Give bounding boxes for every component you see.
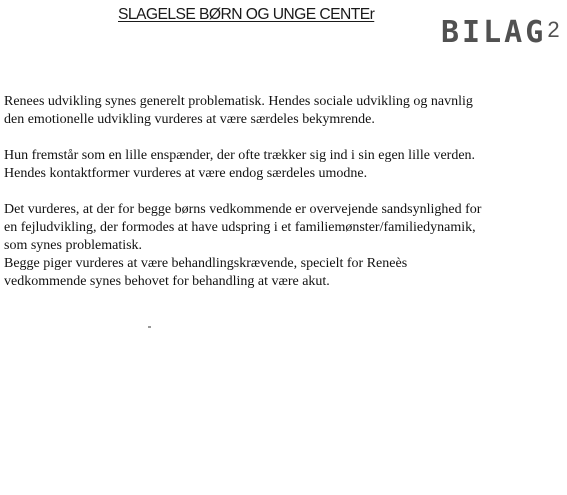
paragraph — [4, 201, 564, 291]
letterhead-title: SLAGELSE BØRN OG UNGE CENTEr — [118, 6, 375, 23]
paragraph-gap — [4, 129, 564, 147]
text-line: Begge piger vurderes at være behandlingskrævende, specielt for Reneès — [4, 256, 408, 271]
text-line: den emotionelle udvikling vurderes at være særdeles bekymrende. — [4, 112, 375, 127]
text-line: som synes problematisk. — [4, 238, 143, 253]
paragraph — [4, 93, 564, 129]
text-line: Renees udvikling synes generelt problematisk. Hendes sociale udvikling og navnlig — [4, 94, 473, 109]
paragraph — [4, 147, 564, 183]
text-line: Hun fremstår som en lille enspænder, der ofte trækker sig ind i sin egen lille verden. — [4, 148, 476, 163]
paragraph-gap — [4, 183, 564, 201]
bilag-stamp-number: 2 — [547, 17, 560, 42]
text-line: Hendes kontaktformer vurderes at være endog særdeles umodne. — [4, 166, 368, 181]
text-line: vedkommende synes behovet for behandling at være akut. — [4, 274, 330, 289]
scan-speck — [148, 326, 151, 328]
text-line: en fejludvikling, der formodes at have udspring i et familiemønster/familiedynamik, — [4, 220, 476, 235]
bilag-stamp — [441, 15, 560, 50]
bilag-stamp-text: BILAG — [441, 15, 547, 50]
text-line: Det vurderes, at der for begge børns vedkommende er overvejende sandsynlighed for — [4, 202, 482, 217]
document-body — [4, 93, 564, 291]
